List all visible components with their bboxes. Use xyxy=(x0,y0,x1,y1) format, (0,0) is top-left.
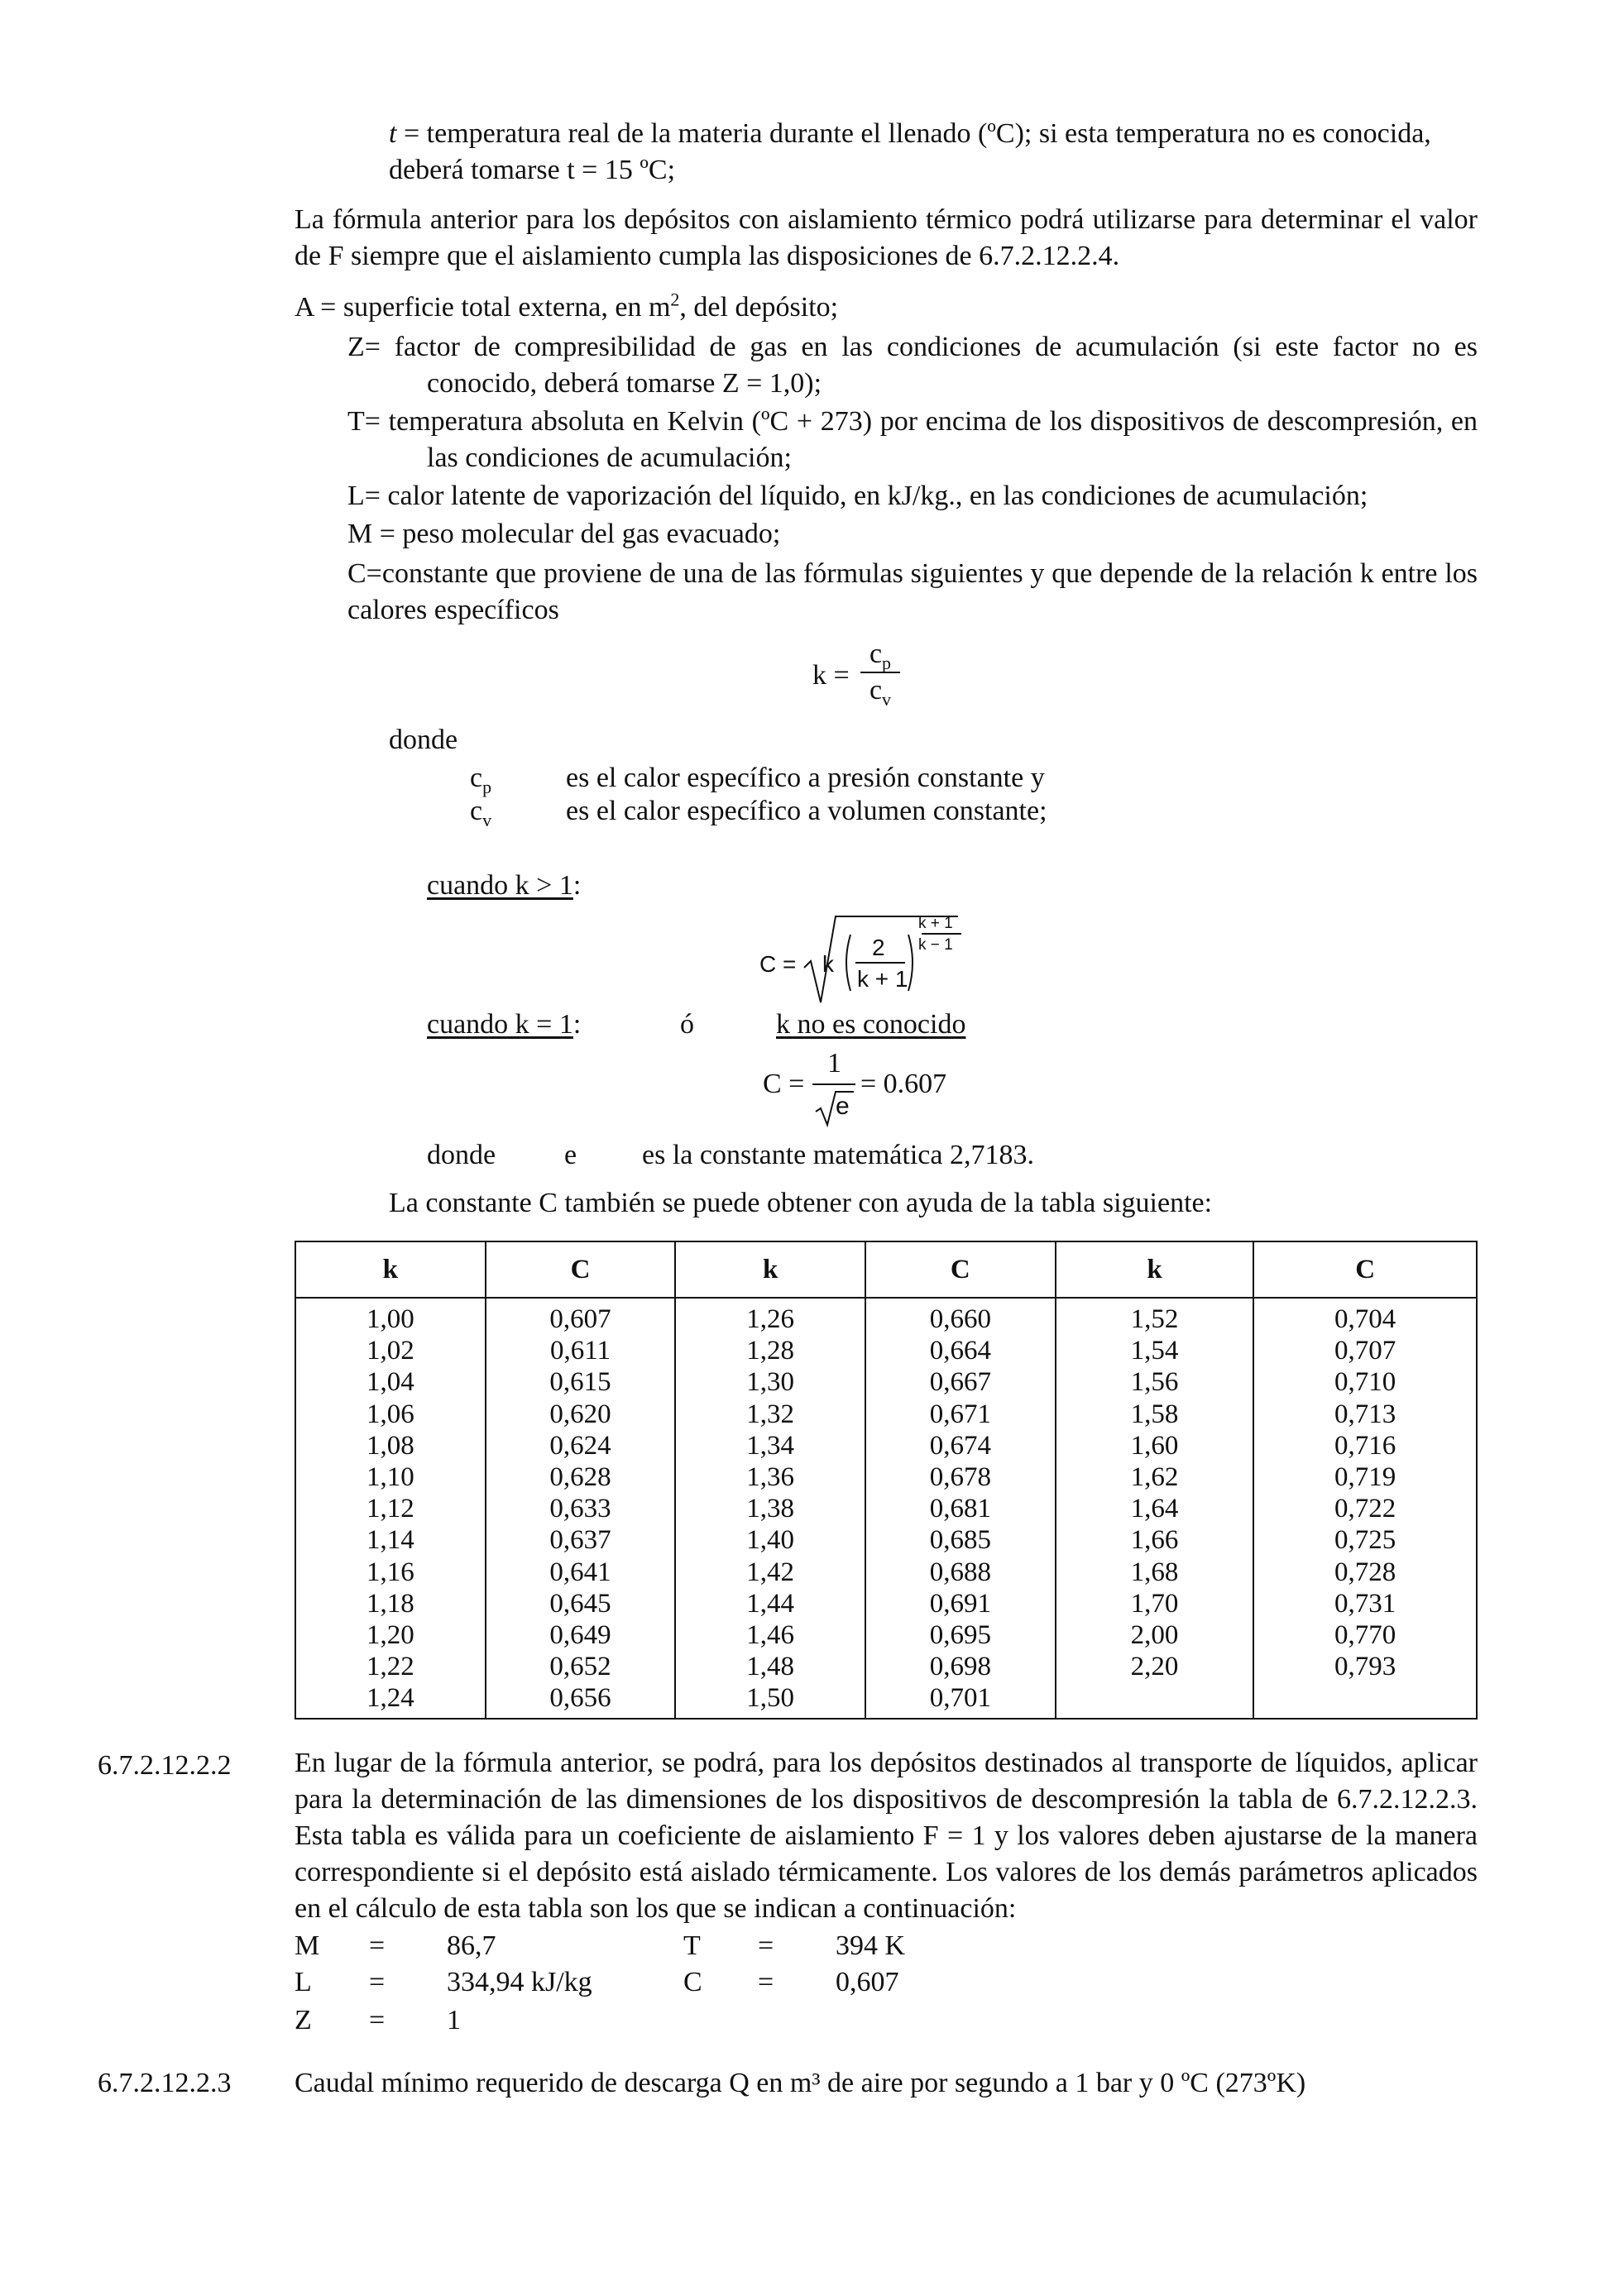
param-C-value: 0,607 xyxy=(836,1967,899,1997)
param-L-symbol: L xyxy=(295,1967,312,1997)
param-T-symbol: T xyxy=(683,1930,701,1961)
table-cell: 0,716 xyxy=(1334,1430,1396,1461)
k-formula-numerator-sub: p xyxy=(882,652,892,673)
table-cell: 0,633 xyxy=(549,1494,611,1524)
donde-e-text: es la constante matemática 2,7183. xyxy=(642,1140,1034,1170)
c-formula-k-plus-1: k + 1 xyxy=(857,966,908,992)
c-formula-exp-bar xyxy=(922,933,961,935)
table-cell: 0,728 xyxy=(1334,1557,1396,1587)
table-cell: 1,52 xyxy=(1130,1304,1179,1334)
c-simple-numerator: 1 xyxy=(827,1048,841,1079)
c-simple-bar xyxy=(812,1083,855,1085)
table-cell: 1,16 xyxy=(366,1557,414,1587)
param-C-eq: = xyxy=(758,1967,774,1997)
table-header-k2: k xyxy=(675,1241,865,1298)
table-cell: 1,54 xyxy=(1130,1336,1179,1366)
table-cell: 1,10 xyxy=(366,1462,414,1493)
table-cell: 0,681 xyxy=(929,1494,991,1524)
t-definition-line1: t = temperatura real de la materia durante el llenado (ºC); si esta temperatura no es conocida, xyxy=(389,118,1431,149)
table-cell: 0,641 xyxy=(549,1557,611,1587)
k-formula-lhs: k = xyxy=(812,660,850,691)
table-intro: La constante C también se puede obtener con ayuda de la tabla siguiente: xyxy=(389,1188,1213,1218)
cp-symbol-c: c xyxy=(470,763,483,793)
table-cell: 1,06 xyxy=(366,1399,414,1429)
table-cell: 2,00 xyxy=(1130,1620,1179,1651)
c-simple-fraction xyxy=(812,1047,855,1128)
table-col-k1 xyxy=(295,1298,486,1719)
table-cell: 1,56 xyxy=(1130,1367,1179,1398)
table-cell: 1,22 xyxy=(366,1652,414,1682)
table-cell: 0,701 xyxy=(929,1683,991,1714)
table-cell: 1,24 xyxy=(366,1683,414,1714)
param-L-eq: = xyxy=(369,1967,386,1997)
table-cell: 0,713 xyxy=(1334,1399,1396,1429)
t-definition-line2: deberá tomarse t = 15 ºC; xyxy=(389,155,676,185)
table-cell: 1,66 xyxy=(1130,1525,1179,1556)
table-header-c3: C xyxy=(1253,1241,1477,1298)
def-A-text: A = superficie total externa, en m xyxy=(295,292,671,323)
c-formula-root xyxy=(759,910,975,1009)
param-Z-value: 1 xyxy=(447,2005,461,2035)
table-col-k3 xyxy=(1056,1298,1254,1719)
table-cell: 0,607 xyxy=(549,1304,611,1334)
table-cell: 1,70 xyxy=(1130,1588,1179,1619)
table-cell: 1,28 xyxy=(746,1336,795,1366)
table-body-row xyxy=(295,1298,1477,1719)
cv-symbol-c: c xyxy=(470,796,483,826)
constant-c-table xyxy=(295,1241,1478,1720)
table-col-k2 xyxy=(675,1298,865,1719)
table-header-row xyxy=(295,1241,1477,1298)
table-cell: 1,42 xyxy=(746,1557,795,1587)
cv-symbol xyxy=(470,796,492,830)
def-C: C=constante que proviene de una de las fórmulas siguientes y que depende de la relación k entre los calores específicos xyxy=(347,558,1478,625)
def-T-text: T= temperatura absoluta en Kelvin (ºC + 273) por encima de los dispositivos de descompresión, en las condiciones de acumulación; xyxy=(347,406,1478,473)
c-formula-k: k xyxy=(822,951,834,977)
table-cell: 0,611 xyxy=(549,1336,611,1366)
def-A-text-end: , del depósito; xyxy=(679,292,839,323)
case-k-equal-1 xyxy=(427,1009,581,1040)
def-M: M = peso molecular del gas evacuado; xyxy=(347,519,781,549)
k-formula-numerator: c xyxy=(869,639,883,669)
param-Z-eq: = xyxy=(369,2005,386,2035)
table-col-c2 xyxy=(865,1298,1056,1719)
case-k-greater-1-label: cuando k > 1 xyxy=(427,870,573,901)
table-cell: 1,36 xyxy=(746,1462,795,1493)
table-cell: 1,26 xyxy=(746,1304,795,1334)
c-formula-two: 2 xyxy=(872,935,885,960)
param-T-eq: = xyxy=(758,1930,774,1961)
def-Z-text: Z= factor de compresibilidad de gas en las condiciones de acumulación (si este factor no es conocido, deberá tomarse Z = 1,0); xyxy=(347,332,1478,399)
table-col-c3 xyxy=(1253,1298,1477,1719)
c-formula-lhs: C = xyxy=(759,951,797,977)
table-cell: 1,02 xyxy=(366,1336,414,1366)
table-cell: 0,704 xyxy=(1334,1304,1396,1334)
section-number-2-2-3: 6.7.2.12.2.3 xyxy=(98,2068,232,2098)
table-cell: 0,667 xyxy=(929,1367,991,1398)
table-cell: 0,671 xyxy=(929,1399,991,1429)
table-cell: 1,08 xyxy=(366,1430,414,1461)
t-definition xyxy=(389,116,1478,189)
def-A xyxy=(295,289,1478,326)
table-cell: 0,725 xyxy=(1334,1525,1396,1556)
param-L-value: 334,94 kJ/kg xyxy=(447,1967,592,1997)
case-k-equal-1-colon: : xyxy=(572,1009,582,1040)
param-Z-symbol: Z xyxy=(295,2005,312,2035)
cv-description: es el calor específico a volumen constante; xyxy=(566,796,1047,826)
table-cell: 1,34 xyxy=(746,1430,795,1461)
table-cell: 0,624 xyxy=(549,1430,611,1461)
cp-symbol-sub: p xyxy=(482,776,492,797)
table-header-c1: C xyxy=(486,1241,676,1298)
table-cell: 0,649 xyxy=(549,1620,611,1651)
def-T xyxy=(268,404,1478,476)
table-cell: 1,62 xyxy=(1130,1462,1179,1493)
table-cell: 0,664 xyxy=(929,1336,991,1366)
table-header-k3: k xyxy=(1056,1241,1254,1298)
section-text-2-2-3: Caudal mínimo requerido de descarga Q en m³ de aire por segundo a 1 bar y 0 ºC (273ºK) xyxy=(295,2068,1306,2098)
table-cell: 0,719 xyxy=(1334,1462,1396,1493)
table-cell: 0,770 xyxy=(1334,1620,1396,1651)
table-cell: 1,00 xyxy=(366,1304,414,1334)
table-cell: 0,685 xyxy=(929,1525,991,1556)
table-header-c2: C xyxy=(865,1241,1056,1298)
case-k-unknown: k no es conocido xyxy=(776,1009,966,1040)
table-cell: 1,48 xyxy=(746,1652,795,1682)
table-cell: 0,688 xyxy=(929,1557,991,1587)
table-cell: 1,58 xyxy=(1130,1399,1179,1429)
table-cell: 1,38 xyxy=(746,1494,795,1524)
section-number-2-2-2: 6.7.2.12.2.2 xyxy=(98,1750,232,1781)
table-cell: 0,620 xyxy=(549,1399,611,1429)
table-cell: 1,14 xyxy=(366,1525,414,1556)
cp-description: es el calor específico a presión constante y xyxy=(566,763,1045,793)
table-cell: 0,678 xyxy=(929,1462,991,1493)
param-C-symbol: C xyxy=(683,1967,702,1997)
table-cell: 0,691 xyxy=(929,1588,991,1619)
cp-symbol xyxy=(470,763,492,797)
c-formula-exp-den: k − 1 xyxy=(918,936,953,954)
table-cell: 1,20 xyxy=(366,1620,414,1651)
table-cell: 1,32 xyxy=(746,1399,795,1429)
t-variable: t xyxy=(389,118,397,149)
donde-label: donde xyxy=(389,725,458,755)
k-formula-denominator-sub: v xyxy=(882,688,892,710)
table-cell: 0,615 xyxy=(549,1367,611,1398)
case-k-greater-1 xyxy=(427,870,581,902)
c-formula-exp-num: k + 1 xyxy=(918,915,953,932)
table-cell: 0,628 xyxy=(549,1462,611,1493)
def-L: L= calor latente de vaporización del líquido, en kJ/kg., en las condiciones de acumulación; xyxy=(347,481,1368,511)
table-cell: 0,710 xyxy=(1334,1367,1396,1398)
table-cell: 0,652 xyxy=(549,1652,611,1682)
table-cell: 1,68 xyxy=(1130,1557,1179,1587)
param-T-value: 394 K xyxy=(836,1930,906,1961)
table-cell: 0,707 xyxy=(1334,1336,1396,1366)
def-A-superscript: 2 xyxy=(670,289,680,310)
section-text-2-2-2: En lugar de la fórmula anterior, se podrá, para los depósitos destinados al transporte de líquidos, aplicar para la determinación de las dimensiones de los dispositivos de descompresión la tabla de 6.7.2.12.2.3. Esta tabla es válida para un coeficiente de aislamiento F = 1 y los valores deben ajustarse de la manera correspondiente si el depósito está aislado térmicamente. Los valores de los demás parámetros aplicados en el cálculo de esta tabla son los que se indican a continuación: xyxy=(295,1748,1478,1924)
table-cell: 1,40 xyxy=(746,1525,795,1556)
c-simple-result: = 0.607 xyxy=(860,1069,947,1099)
table-cell: 1,46 xyxy=(746,1620,795,1651)
table-cell: 0,695 xyxy=(929,1620,991,1651)
table-cell: 0,674 xyxy=(929,1430,991,1461)
k-formula-denominator: c xyxy=(869,675,883,706)
table-col-c1 xyxy=(486,1298,676,1719)
table-cell: 0,637 xyxy=(549,1525,611,1556)
c-simple-denominator: e xyxy=(836,1093,850,1120)
table-cell: 0,656 xyxy=(549,1683,611,1714)
table-cell: 1,18 xyxy=(366,1588,414,1619)
donde-e-label: donde xyxy=(427,1140,496,1170)
formula-note-paragraph: La fórmula anterior para los depósitos con aislamiento térmico podrá utilizarse para determinar el valor de F siempre que el aislamiento cumpla las disposiciones de 6.7.2.12.2.4. xyxy=(295,204,1478,271)
c-simple-lhs: C = xyxy=(763,1069,805,1099)
table-cell: 1,04 xyxy=(366,1367,414,1398)
table-cell: 0,793 xyxy=(1334,1652,1396,1682)
table-cell: 0,698 xyxy=(929,1652,991,1682)
param-M-symbol: M xyxy=(295,1930,320,1961)
table-cell: 0,722 xyxy=(1334,1494,1396,1524)
case-k-equal-1-label: cuando k = 1 xyxy=(427,1009,573,1040)
table-cell: 0,660 xyxy=(929,1304,991,1334)
case-or: ó xyxy=(680,1009,694,1040)
table-cell: 0,645 xyxy=(549,1588,611,1619)
table-cell: 1,50 xyxy=(746,1683,795,1714)
k-formula-fraction xyxy=(860,637,900,708)
cv-symbol-sub: v xyxy=(482,809,492,830)
table-cell: 2,20 xyxy=(1130,1652,1179,1682)
param-M-value: 86,7 xyxy=(447,1930,496,1961)
table-cell: 1,44 xyxy=(746,1588,795,1619)
table-cell: 1,64 xyxy=(1130,1494,1179,1524)
table-cell: 1,60 xyxy=(1130,1430,1179,1461)
param-M-eq: = xyxy=(369,1930,386,1961)
case-k-greater-1-colon: : xyxy=(572,870,582,901)
def-Z xyxy=(268,329,1478,402)
donde-e-symbol: e xyxy=(564,1140,577,1170)
table-cell: 1,30 xyxy=(746,1367,795,1398)
table-cell: 1,12 xyxy=(366,1494,414,1524)
table-cell: 0,731 xyxy=(1334,1588,1396,1619)
table-header-k1: k xyxy=(295,1241,486,1298)
